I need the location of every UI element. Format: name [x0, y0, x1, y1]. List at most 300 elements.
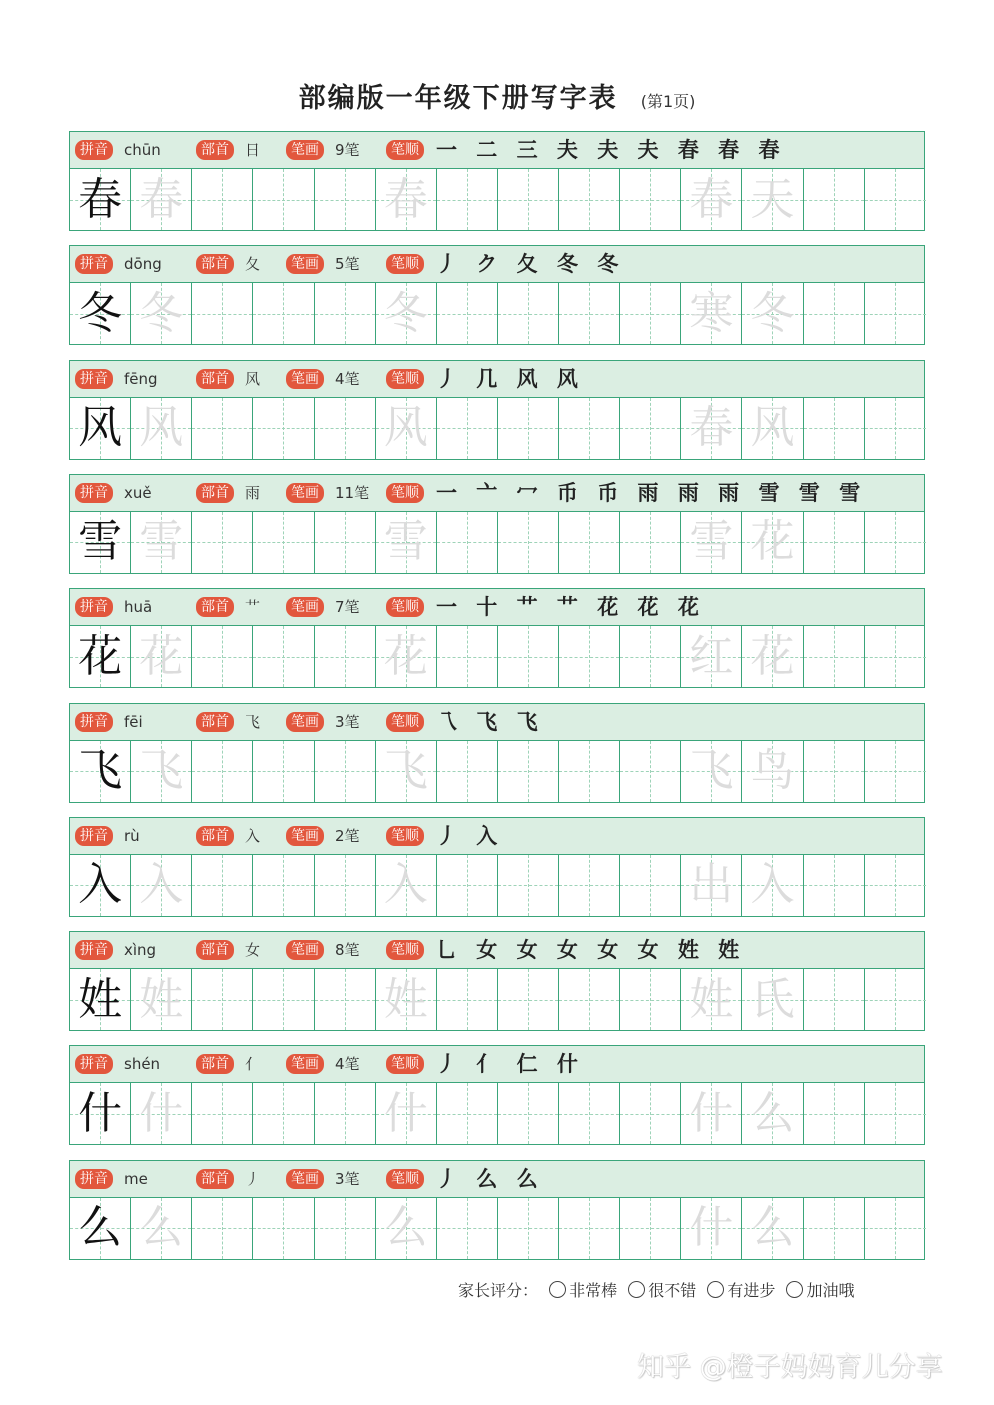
writing-cell[interactable]: [681, 1198, 742, 1259]
trace-character: 什: [383, 1087, 428, 1139]
writing-cell[interactable]: [315, 741, 376, 802]
stroke-count-value: 9笔: [335, 141, 360, 159]
info-bar: [70, 932, 924, 969]
writing-cell[interactable]: [376, 512, 437, 573]
writing-cell[interactable]: [620, 283, 681, 344]
stroke-count-tag: 笔画: [286, 254, 324, 274]
writing-cell[interactable]: [192, 398, 253, 459]
radio-circle-icon[interactable]: [628, 1281, 645, 1298]
writing-cell[interactable]: [804, 283, 865, 344]
character-block: [69, 1045, 925, 1145]
writing-cell[interactable]: [315, 398, 376, 459]
word-character: 飞: [689, 745, 734, 796]
writing-cell[interactable]: [315, 1198, 376, 1259]
page-title: 部编版一年级下册写字表: [298, 83, 618, 114]
word-character: 春: [689, 173, 734, 225]
writing-cell[interactable]: [131, 398, 192, 459]
writing-cell[interactable]: [376, 855, 437, 916]
trace-character: 姓: [383, 973, 428, 1025]
writing-grid: [70, 169, 924, 230]
writing-cell[interactable]: [315, 169, 376, 230]
character-block: [69, 588, 925, 688]
pinyin-value: rù: [124, 826, 140, 845]
writing-cell[interactable]: [498, 283, 559, 344]
stroke-order-tag: 笔顺: [386, 940, 424, 960]
pinyin-tag: 拼音: [75, 483, 113, 503]
rating-option-1[interactable]: 非常棒: [549, 1281, 617, 1300]
info-bar: [70, 1161, 924, 1198]
radical-value: 飞: [245, 712, 261, 731]
writing-cell[interactable]: [376, 626, 437, 687]
word-character: 花: [750, 516, 795, 568]
stroke-count-value: 3笔: [335, 712, 360, 731]
writing-grid: [70, 969, 924, 1030]
writing-cell[interactable]: [70, 398, 131, 459]
stroke-count-tag: 笔画: [286, 483, 324, 503]
radical-tag: 部首: [196, 1169, 234, 1189]
pinyin-value: me: [124, 1169, 148, 1188]
radio-circle-icon[interactable]: [786, 1281, 803, 1298]
trace-character: 飞: [139, 745, 184, 796]
writing-cell[interactable]: [253, 512, 314, 573]
radical-tag: 部首: [196, 140, 234, 160]
trace-character: 风: [383, 402, 428, 454]
writing-cell[interactable]: [376, 741, 437, 802]
radical-value: 亻: [245, 1055, 261, 1074]
word-character: 花: [750, 630, 795, 682]
writing-cell[interactable]: [804, 169, 865, 230]
writing-cell[interactable]: [498, 626, 559, 687]
character-block: [69, 931, 925, 1031]
info-bar: [70, 475, 924, 512]
stroke-order-value: 一 十 艹 艹 花 花 花: [436, 594, 705, 620]
writing-cell[interactable]: [681, 855, 742, 916]
writing-cell[interactable]: [376, 283, 437, 344]
writing-cell[interactable]: [131, 1083, 192, 1144]
radical-tag: 部首: [196, 1054, 234, 1074]
radical-tag: 部首: [196, 369, 234, 389]
writing-grid: [70, 398, 924, 459]
radical-value: 雨: [245, 483, 261, 502]
writing-cell[interactable]: [70, 1198, 131, 1259]
writing-cell[interactable]: [253, 169, 314, 230]
word-character: 入: [750, 859, 795, 911]
word-character: 么: [750, 1087, 795, 1139]
writing-cell[interactable]: [70, 512, 131, 573]
trace-character: 风: [139, 402, 184, 454]
radical-tag: 部首: [196, 940, 234, 960]
writing-cell[interactable]: [131, 969, 192, 1030]
writing-cell[interactable]: [376, 1198, 437, 1259]
stroke-order-value: 一 亠 冖 币 币 雨 雨 雨 雪 雪 雪: [436, 479, 867, 505]
radio-circle-icon[interactable]: [549, 1281, 566, 1298]
writing-cell[interactable]: [253, 1083, 314, 1144]
model-character: 飞: [78, 745, 123, 796]
word-character: 天: [750, 173, 795, 225]
trace-character: 雪: [383, 516, 428, 568]
writing-cell[interactable]: [253, 1198, 314, 1259]
rating-option-2[interactable]: 很不错: [628, 1281, 696, 1300]
writing-cell[interactable]: [804, 512, 865, 573]
word-character: 春: [689, 402, 734, 454]
info-bar: [70, 246, 924, 283]
writing-cell[interactable]: [437, 512, 498, 573]
writing-cell[interactable]: [498, 1198, 559, 1259]
writing-cell[interactable]: [559, 1198, 620, 1259]
writing-cell[interactable]: [742, 398, 803, 459]
stroke-order-tag: 笔顺: [386, 140, 424, 160]
model-character: 冬: [78, 287, 123, 339]
writing-grid: [70, 855, 924, 916]
writing-cell[interactable]: [192, 169, 253, 230]
model-character: 风: [78, 402, 123, 454]
writing-cell[interactable]: [681, 512, 742, 573]
writing-cell[interactable]: [742, 512, 803, 573]
watermark: 知乎 @橙子妈妈育儿分享: [637, 1352, 943, 1383]
writing-cell[interactable]: [559, 169, 620, 230]
word-character: 风: [750, 402, 795, 454]
character-block: [69, 1160, 925, 1260]
radical-tag: 部首: [196, 254, 234, 274]
trace-character: 冬: [383, 287, 428, 339]
writing-cell[interactable]: [620, 626, 681, 687]
writing-cell[interactable]: [681, 969, 742, 1030]
stroke-order-tag: 笔顺: [386, 1054, 424, 1074]
stroke-order-tag: 笔顺: [386, 826, 424, 846]
writing-cell[interactable]: [498, 741, 559, 802]
trace-character: 花: [139, 630, 184, 682]
stroke-count-tag: 笔画: [286, 140, 324, 160]
writing-cell[interactable]: [804, 398, 865, 459]
writing-cell[interactable]: [498, 969, 559, 1030]
stroke-count-value: 5笔: [335, 255, 360, 274]
info-bar: [70, 132, 924, 169]
writing-cell[interactable]: [865, 1083, 926, 1144]
radical-value: 女: [245, 941, 261, 960]
writing-cell[interactable]: [742, 283, 803, 344]
writing-cell[interactable]: [437, 283, 498, 344]
stroke-order-value: 丿 几 风 风: [436, 365, 584, 391]
character-block: [69, 817, 925, 917]
page-number: (第1页): [640, 92, 696, 111]
writing-grid: [70, 283, 924, 344]
writing-grid: [70, 512, 924, 573]
word-character: 红: [689, 630, 734, 682]
stroke-order-value: 乁 飞 飞: [436, 708, 544, 734]
writing-cell[interactable]: [437, 169, 498, 230]
writing-cell[interactable]: [437, 626, 498, 687]
pinyin-value: fēi: [124, 712, 143, 731]
writing-cell[interactable]: [620, 169, 681, 230]
writing-cell[interactable]: [804, 1198, 865, 1259]
stroke-count-tag: 笔画: [286, 1054, 324, 1074]
info-bar: [70, 361, 924, 398]
writing-cell[interactable]: [681, 626, 742, 687]
info-bar: [70, 1046, 924, 1083]
writing-cell[interactable]: [681, 741, 742, 802]
character-block: [69, 245, 925, 345]
writing-cell[interactable]: [315, 283, 376, 344]
writing-cell[interactable]: [498, 398, 559, 459]
radical-tag: 部首: [196, 826, 234, 846]
model-character: 雪: [78, 516, 123, 568]
writing-cell[interactable]: [620, 1083, 681, 1144]
writing-cell[interactable]: [620, 512, 681, 573]
writing-cell[interactable]: [131, 512, 192, 573]
stroke-order-tag: 笔顺: [386, 1169, 424, 1189]
radical-value: 日: [245, 141, 261, 159]
trace-character: 么: [139, 1202, 184, 1254]
writing-cell[interactable]: [253, 283, 314, 344]
stroke-count-value: 4笔: [335, 369, 360, 388]
pinyin-tag: 拼音: [75, 826, 113, 846]
radical-tag: 部首: [196, 483, 234, 503]
writing-cell[interactable]: [253, 626, 314, 687]
writing-cell[interactable]: [70, 626, 131, 687]
writing-cell[interactable]: [376, 169, 437, 230]
writing-cell[interactable]: [131, 626, 192, 687]
pinyin-tag: 拼音: [75, 369, 113, 389]
writing-cell[interactable]: [804, 626, 865, 687]
writing-cell[interactable]: [559, 741, 620, 802]
stroke-order-tag: 笔顺: [386, 369, 424, 389]
writing-cell[interactable]: [192, 741, 253, 802]
writing-cell[interactable]: [620, 741, 681, 802]
writing-cell[interactable]: [804, 741, 865, 802]
word-character: 氏: [750, 973, 795, 1025]
writing-cell[interactable]: [131, 283, 192, 344]
writing-grid: [70, 1198, 924, 1259]
trace-character: 么: [383, 1202, 428, 1254]
info-bar: [70, 704, 924, 741]
word-character: 么: [750, 1202, 795, 1254]
writing-cell[interactable]: [253, 855, 314, 916]
writing-cell[interactable]: [620, 398, 681, 459]
writing-cell[interactable]: [437, 398, 498, 459]
writing-cell[interactable]: [192, 626, 253, 687]
pinyin-tag: 拼音: [75, 1054, 113, 1074]
writing-cell[interactable]: [131, 1198, 192, 1259]
trace-character: 飞: [383, 745, 428, 796]
writing-cell[interactable]: [681, 398, 742, 459]
info-bar: [70, 818, 924, 855]
stroke-order-value: 丿 ク 夂 冬 冬: [436, 251, 625, 277]
model-character: 花: [78, 630, 123, 682]
writing-cell[interactable]: [681, 1083, 742, 1144]
writing-cell[interactable]: [559, 1083, 620, 1144]
pinyin-value: xìng: [124, 941, 157, 960]
writing-cell[interactable]: [437, 741, 498, 802]
word-character: 冬: [750, 287, 795, 339]
trace-character: 冬: [139, 287, 184, 339]
trace-character: 雪: [139, 516, 184, 568]
parent-rating: [458, 1278, 854, 1301]
stroke-count-tag: 笔画: [286, 369, 324, 389]
word-character: 什: [689, 1202, 734, 1254]
writing-cell[interactable]: [865, 855, 926, 916]
pinyin-tag: 拼音: [75, 1169, 113, 1189]
writing-cell[interactable]: [376, 969, 437, 1030]
character-block: [69, 474, 925, 574]
model-character: 入: [78, 859, 123, 911]
writing-cell[interactable]: [498, 855, 559, 916]
trace-character: 春: [383, 173, 428, 225]
writing-cell[interactable]: [742, 855, 803, 916]
writing-cell[interactable]: [742, 741, 803, 802]
writing-cell[interactable]: [804, 855, 865, 916]
writing-cell[interactable]: [865, 169, 926, 230]
writing-cell[interactable]: [376, 398, 437, 459]
writing-cell[interactable]: [742, 1083, 803, 1144]
writing-cell[interactable]: [742, 169, 803, 230]
writing-cell[interactable]: [559, 969, 620, 1030]
stroke-count-value: 4笔: [335, 1055, 360, 1074]
writing-cell[interactable]: [315, 512, 376, 573]
writing-cell[interactable]: [437, 855, 498, 916]
stroke-order-tag: 笔顺: [386, 483, 424, 503]
writing-cell[interactable]: [559, 512, 620, 573]
writing-cell[interactable]: [742, 626, 803, 687]
pinyin-value: shén: [124, 1055, 161, 1074]
writing-cell[interactable]: [70, 741, 131, 802]
model-character: 么: [78, 1202, 123, 1254]
rating-option-4[interactable]: 加油哦: [786, 1281, 854, 1300]
writing-cell[interactable]: [620, 969, 681, 1030]
writing-cell[interactable]: [70, 283, 131, 344]
writing-cell[interactable]: [253, 969, 314, 1030]
writing-cell[interactable]: [865, 398, 926, 459]
rating-label: 家长评分：: [458, 1281, 539, 1300]
pinyin-tag: 拼音: [75, 140, 113, 160]
word-character: 雪: [689, 516, 734, 568]
pinyin-value: dōng: [124, 255, 162, 274]
writing-cell[interactable]: [559, 283, 620, 344]
writing-cell[interactable]: [559, 398, 620, 459]
rating-option-3[interactable]: 有进步: [707, 1281, 775, 1300]
writing-cell[interactable]: [742, 969, 803, 1030]
pinyin-tag: 拼音: [75, 940, 113, 960]
radical-tag: 部首: [196, 712, 234, 732]
model-character: 春: [78, 173, 123, 225]
trace-character: 姓: [139, 973, 184, 1025]
trace-character: 什: [139, 1087, 184, 1139]
writing-cell[interactable]: [865, 283, 926, 344]
writing-cell[interactable]: [620, 1198, 681, 1259]
writing-cell[interactable]: [131, 855, 192, 916]
writing-cell[interactable]: [315, 1083, 376, 1144]
writing-cell[interactable]: [192, 855, 253, 916]
pinyin-tag: 拼音: [75, 597, 113, 617]
radio-circle-icon[interactable]: [707, 1281, 724, 1298]
writing-cell[interactable]: [804, 1083, 865, 1144]
radical-value: 夂: [245, 255, 261, 274]
word-character: 寒: [689, 287, 734, 339]
writing-cell[interactable]: [192, 1083, 253, 1144]
character-block: [69, 703, 925, 803]
writing-cell[interactable]: [865, 626, 926, 687]
writing-cell[interactable]: [865, 512, 926, 573]
writing-cell[interactable]: [70, 855, 131, 916]
stroke-order-value: 乚 女 女 女 女 女 姓 姓: [436, 937, 746, 963]
radical-value: 艹: [245, 598, 261, 617]
stroke-count-tag: 笔画: [286, 940, 324, 960]
writing-cell[interactable]: [192, 1198, 253, 1259]
writing-cell[interactable]: [70, 169, 131, 230]
stroke-order-tag: 笔顺: [386, 254, 424, 274]
pinyin-tag: 拼音: [75, 712, 113, 732]
writing-grid: [70, 626, 924, 687]
pinyin-value: chūn: [124, 141, 161, 159]
radical-tag: 部首: [196, 597, 234, 617]
model-character: 姓: [78, 973, 123, 1025]
writing-cell[interactable]: [865, 1198, 926, 1259]
radical-value: 丿: [245, 1169, 261, 1188]
writing-cell[interactable]: [865, 969, 926, 1030]
stroke-count-tag: 笔画: [286, 1169, 324, 1189]
radical-value: 风: [245, 369, 261, 388]
writing-cell[interactable]: [498, 1083, 559, 1144]
writing-cell[interactable]: [192, 969, 253, 1030]
writing-grid: [70, 741, 924, 802]
writing-cell[interactable]: [315, 969, 376, 1030]
writing-cell[interactable]: [253, 741, 314, 802]
pinyin-value: fēng: [124, 369, 158, 388]
stroke-count-tag: 笔画: [286, 597, 324, 617]
writing-cell[interactable]: [70, 1083, 131, 1144]
stroke-count-value: 7笔: [335, 598, 360, 617]
writing-cell[interactable]: [437, 1198, 498, 1259]
writing-cell[interactable]: [865, 741, 926, 802]
writing-cell[interactable]: [192, 283, 253, 344]
pinyin-value: xuě: [124, 483, 152, 502]
writing-cell[interactable]: [620, 855, 681, 916]
word-character: 姓: [689, 973, 734, 1025]
stroke-count-value: 11笔: [335, 483, 370, 502]
stroke-count-value: 2笔: [335, 826, 360, 845]
writing-cell[interactable]: [376, 1083, 437, 1144]
header: [0, 76, 994, 115]
writing-cell[interactable]: [681, 169, 742, 230]
writing-cell[interactable]: [681, 283, 742, 344]
writing-cell[interactable]: [498, 169, 559, 230]
writing-cell[interactable]: [804, 969, 865, 1030]
writing-cell[interactable]: [559, 626, 620, 687]
writing-cell[interactable]: [253, 398, 314, 459]
word-character: 出: [689, 859, 734, 911]
writing-cell[interactable]: [437, 969, 498, 1030]
stroke-count-value: 3笔: [335, 1169, 360, 1188]
writing-cell[interactable]: [742, 1198, 803, 1259]
writing-cell[interactable]: [131, 741, 192, 802]
stroke-order-value: 丿 亻 仁 什: [436, 1051, 584, 1077]
stroke-count-tag: 笔画: [286, 712, 324, 732]
writing-cell[interactable]: [498, 512, 559, 573]
writing-cell[interactable]: [70, 969, 131, 1030]
writing-cell[interactable]: [437, 1083, 498, 1144]
writing-cell[interactable]: [315, 626, 376, 687]
stroke-count-tag: 笔画: [286, 826, 324, 846]
writing-cell[interactable]: [192, 512, 253, 573]
writing-cell[interactable]: [559, 855, 620, 916]
word-character: 鸟: [750, 745, 795, 796]
trace-character: 春: [139, 173, 184, 225]
trace-character: 入: [139, 859, 184, 911]
writing-cell[interactable]: [131, 169, 192, 230]
writing-cell[interactable]: [315, 855, 376, 916]
trace-character: 花: [383, 630, 428, 682]
stroke-order-tag: 笔顺: [386, 597, 424, 617]
pinyin-tag: 拼音: [75, 254, 113, 274]
